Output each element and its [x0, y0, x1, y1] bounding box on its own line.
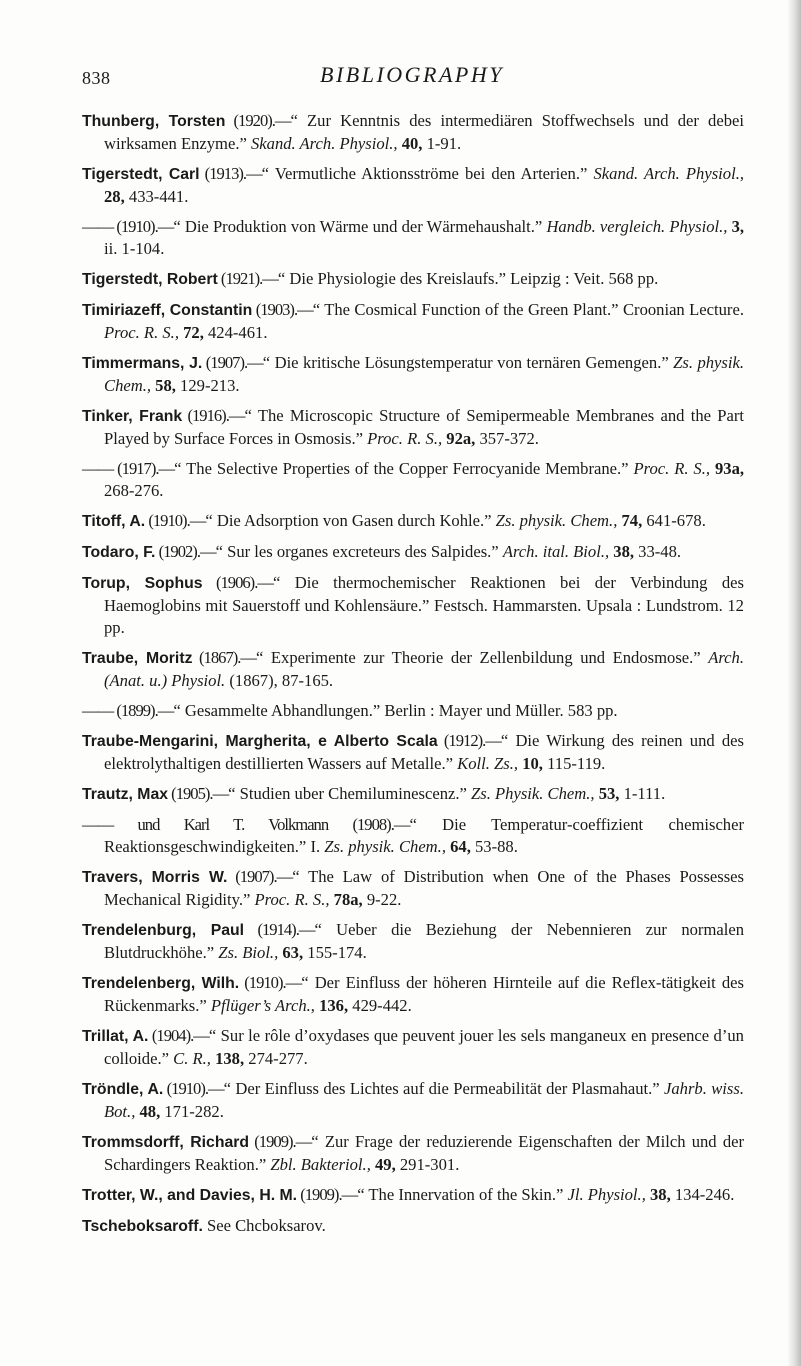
entry-volume: 138,: [210, 1049, 245, 1068]
entry-year: (1910).—: [239, 973, 302, 992]
entry-year: (1905).—: [168, 784, 229, 803]
entry-journal: Skand. Arch. Physiol.,: [593, 164, 744, 183]
bibliography-entry: [82, 163, 744, 208]
bibliography-entry: [82, 647, 744, 692]
entry-title: “ Die Wirkung des reinen und des elektrolythaltigen destillierten Wassers auf Metalle.”: [104, 731, 744, 773]
entry-author: Tröndle, A.: [82, 1081, 164, 1098]
entry-pages: 171-282.: [160, 1102, 224, 1121]
entry-title: “ Gesammelte Abhandlungen.”: [173, 701, 385, 720]
entry-title: “ The Selective Properties of the Copper Ferrocyanide Membrane.”: [174, 459, 634, 478]
bibliography-entry: [82, 783, 744, 806]
bibliography-entry: [82, 268, 744, 291]
entry-title: “ The Innervation of the Skin.”: [357, 1185, 568, 1204]
entry-volume: 28,: [104, 187, 125, 206]
entry-pages: 433-441.: [124, 187, 189, 206]
entry-journal: Handb. vergleich. Physiol.,: [546, 217, 728, 236]
entry-pages: 33-48.: [634, 542, 682, 561]
entry-author: Tigerstedt, Carl: [82, 166, 200, 183]
bibliography-entry: [82, 814, 744, 858]
entry-author: Titoff, A.: [82, 513, 146, 530]
entry-volume: 49,: [370, 1155, 396, 1174]
entry-volume: 136,: [314, 996, 349, 1015]
entry-volume: 63,: [278, 943, 304, 962]
bibliography-entry: [82, 1078, 744, 1123]
entry-pages: Leipzig : Veit. 568 pp.: [510, 269, 659, 288]
entry-pages: 115-119.: [542, 754, 606, 773]
entry-author: Trotter, W., and Davies, H. M.: [82, 1187, 298, 1204]
entry-year: (1910).—: [145, 511, 206, 530]
entry-volume: 93a,: [710, 459, 745, 478]
entry-journal: Zbl. Bakteriol.,: [270, 1155, 371, 1174]
bibliography-entry: [82, 1184, 744, 1207]
entry-year: (1903).—: [252, 300, 313, 319]
entry-pages: 9-22.: [362, 890, 402, 909]
entry-journal: Zs. physik. Chem.,: [104, 353, 745, 395]
entry-title: “ Die Physiologie des Kreislaufs.”: [277, 269, 511, 288]
entry-year: (1906).—: [202, 573, 273, 592]
bibliography-entry: [82, 866, 744, 911]
entry-title: “ Sur le rôle d’oxydases que peuvent jouer les sels manganeux en presence d’un colloide.”: [104, 1026, 744, 1068]
entry-journal: Proc. R. S.,: [633, 459, 711, 478]
entry-pages: Berlin : Mayer und Müller. 583 pp.: [384, 701, 618, 720]
entry-author: Traube, Moritz: [82, 650, 193, 667]
bibliography-entry: [82, 510, 744, 533]
bibliography-entry: [82, 458, 744, 502]
entry-year: (1904).—: [148, 1026, 209, 1045]
entry-title: “ Die Adsorption von Gasen durch Kohle.”: [205, 511, 496, 530]
entry-volume: 58,: [151, 376, 176, 395]
entry-author: Torup, Sophus: [82, 575, 203, 592]
entry-author: Trautz, Max: [82, 786, 169, 803]
bibliography-entry: [82, 572, 744, 639]
entry-journal: Proc. R. S.,: [104, 323, 179, 342]
entry-title: “ The Microscopic Structure of Semipermeable Membranes and the Part Played by Surface Forces in Osmosis.”: [104, 406, 745, 448]
entry-author: Timiriazeff, Constantin: [82, 302, 253, 319]
entry-title: “ Studien uber Chemiluminescenz.”: [228, 784, 472, 803]
entry-pages: 429-442.: [348, 996, 412, 1015]
bibliography-entry: [82, 541, 744, 564]
entry-journal: Arch. ital. Biol.,: [502, 542, 610, 561]
entry-year: (1909).—: [297, 1185, 358, 1204]
entry-title: “ Zur Frage der reduzierende Eigenschaften der Milch und der Schardingers Reaktion.”: [104, 1132, 745, 1174]
entry-pages: 268-276.: [104, 481, 164, 500]
entry-title: See Chcboksarov.: [202, 1216, 326, 1235]
entry-journal: Koll. Zs.,: [457, 754, 519, 773]
bibliography-entry: [82, 700, 744, 722]
entry-year: —— und Karl T. Volkmann (1908).—: [82, 815, 410, 834]
entry-title: “ Experimente zur Theorie der Zellenbildung und Endosmose.”: [256, 648, 709, 667]
entry-year: (1902).—: [155, 542, 216, 561]
entry-author: Thunberg, Torsten: [82, 113, 226, 130]
bibliography-entry: [82, 216, 744, 260]
entry-year: (1913).—: [199, 164, 262, 183]
running-title: BIBLIOGRAPHY: [320, 62, 504, 87]
entry-title: “ The Cosmical Function of the Green Plant.” Croonian Lecture.: [312, 300, 744, 319]
entry-pages: 53-88.: [470, 837, 518, 856]
entry-volume: 92a,: [442, 429, 476, 448]
entry-author: Timmermans, J.: [82, 355, 203, 372]
entry-year: (1914).—: [244, 920, 315, 939]
entry-author: Travers, Morris W.: [82, 869, 228, 886]
entry-journal: Proc. R. S.,: [254, 890, 330, 909]
entry-journal: Proc. R. S.,: [367, 429, 443, 448]
entry-author: Trendelenberg, Wilh.: [82, 975, 240, 992]
entry-title: “ Vermutliche Aktionsströme bei den Arterien.”: [261, 164, 594, 183]
page-header: [82, 62, 742, 92]
entry-year: —— (1910).—: [82, 217, 174, 236]
entry-title: “ Ueber die Beziehung der Nebennieren zur normalen Blutdruckhöhe.”: [104, 920, 744, 962]
entry-title: “ Die thermochemischer Reaktionen bei der Verbindung des Haemoglobins mit Sauerstoff und Kohlensäure.”: [104, 573, 744, 615]
entry-year: (1920).—: [225, 111, 291, 130]
entry-pages: 134-246.: [670, 1185, 735, 1204]
entry-volume: 72,: [178, 323, 204, 342]
entry-pages: 641-678.: [642, 511, 706, 530]
entry-volume: 38,: [609, 542, 635, 561]
entry-volume: 10,: [518, 754, 543, 773]
entry-year: —— (1899).—: [82, 701, 174, 720]
entry-volume: 64,: [445, 837, 471, 856]
bibliography-entry: [82, 352, 744, 397]
entry-author: Traube-Mengarini, Margherita, e Alberto Scala: [82, 733, 438, 750]
entry-volume: 48,: [135, 1102, 161, 1121]
entry-pages: 274-277.: [244, 1049, 308, 1068]
entry-journal: Pflüger’s Arch.,: [210, 996, 315, 1015]
entry-journal: Arch. (Anat. u.) Physiol.: [104, 648, 744, 690]
entry-journal: Jahrb. wiss. Bot.,: [104, 1079, 744, 1121]
entry-year: (1912).—: [437, 731, 501, 750]
bibliography-entry: [82, 405, 744, 450]
entry-year: (1907).—: [227, 867, 293, 886]
page-edge-shadow: [787, 0, 801, 1366]
entry-journal: Jl. Physiol.,: [567, 1185, 646, 1204]
entry-year: —— (1917).—: [82, 459, 175, 478]
bibliography-list: [82, 110, 744, 1246]
entry-journal: Zs. physik. Chem.,: [495, 511, 618, 530]
entry-year: (1909).—: [249, 1132, 312, 1151]
entry-volume: 38,: [645, 1185, 671, 1204]
entry-title: “ Der Einfluss der höheren Hirnteile auf die Reflex-tätigkeit des Rückenmarks.”: [104, 973, 744, 1015]
entry-year: (1916).—: [182, 406, 245, 425]
entry-author: Trendelenburg, Paul: [82, 922, 245, 939]
entry-year: (1910).—: [163, 1079, 224, 1098]
entry-volume: 40,: [397, 134, 423, 153]
entry-author: Tinker, Frank: [82, 408, 183, 425]
bibliography-entry: [82, 919, 744, 964]
entry-pages: 1-91.: [422, 134, 462, 153]
entry-journal: Zs. Physik. Chem.,: [471, 784, 595, 803]
entry-pages: (1867), 87-165.: [225, 671, 334, 690]
page-number: 838: [82, 68, 111, 88]
entry-pages: 155-174.: [303, 943, 367, 962]
entry-journal: Zs. physik. Chem.,: [324, 837, 446, 856]
bibliography-entry: [82, 110, 744, 155]
entry-pages: 1-111.: [619, 784, 666, 803]
entry-pages: 357-372.: [475, 429, 539, 448]
entry-title: “ Zur Kenntnis des intermediären Stoffwechsels und der debei wirksamen Enzyme.”: [104, 111, 744, 153]
entry-volume: 3,: [727, 217, 745, 236]
entry-pages: ii. 1-104.: [104, 239, 165, 258]
entry-year: (1921).—: [217, 269, 278, 288]
entry-volume: 53,: [594, 784, 620, 803]
entry-year: (1867).—: [192, 648, 257, 667]
entry-author: Todaro, F.: [82, 544, 156, 561]
bibliography-entry: [82, 299, 744, 344]
bibliography-entry: [82, 1025, 744, 1070]
entry-pages: Festsch. Hammarsten. Upsala : Lundstrom. 12 pp.: [104, 596, 744, 637]
entry-pages: 424-461.: [203, 323, 268, 342]
entry-title: “ Die Temperatur-coeffizient chemischer Reaktionsgeschwindigkeiten.” I.: [104, 815, 744, 856]
entry-volume: 78a,: [329, 890, 363, 909]
entry-author: Tigerstedt, Robert: [82, 271, 218, 288]
entry-title: “ Der Einfluss des Lichtes auf die Permeabilität der Plasmahaut.”: [223, 1079, 665, 1098]
bibliography-entry: [82, 730, 744, 775]
entry-year: (1907).—: [202, 353, 263, 372]
entry-volume: 74,: [617, 511, 643, 530]
entry-journal: C. R.,: [173, 1049, 211, 1068]
entry-title: “ Die Produktion von Wärme und der Wärmehaushalt.”: [173, 217, 547, 236]
bibliography-entry: [82, 1131, 744, 1176]
entry-author: Trommsdorff, Richard: [82, 1134, 250, 1151]
bibliography-entry: [82, 1215, 744, 1238]
entry-title: “ Die kritische Lösungstemperatur von ternären Gemengen.”: [262, 353, 674, 372]
entry-author: Tscheboksaroff.: [82, 1218, 203, 1235]
entry-author: Trillat, A.: [82, 1028, 149, 1045]
bibliography-entry: [82, 972, 744, 1017]
entry-journal: Skand. Arch. Physiol.,: [251, 134, 398, 153]
entry-title: “ The Law of Distribution when One of the Phases Possesses Mechanical Rigidity.”: [104, 867, 745, 909]
entry-journal: Zs. Biol.,: [218, 943, 279, 962]
entry-pages: 291-301.: [395, 1155, 460, 1174]
entry-pages: 129-213.: [175, 376, 240, 395]
entry-title: “ Sur les organes excreteurs des Salpides.”: [215, 542, 503, 561]
